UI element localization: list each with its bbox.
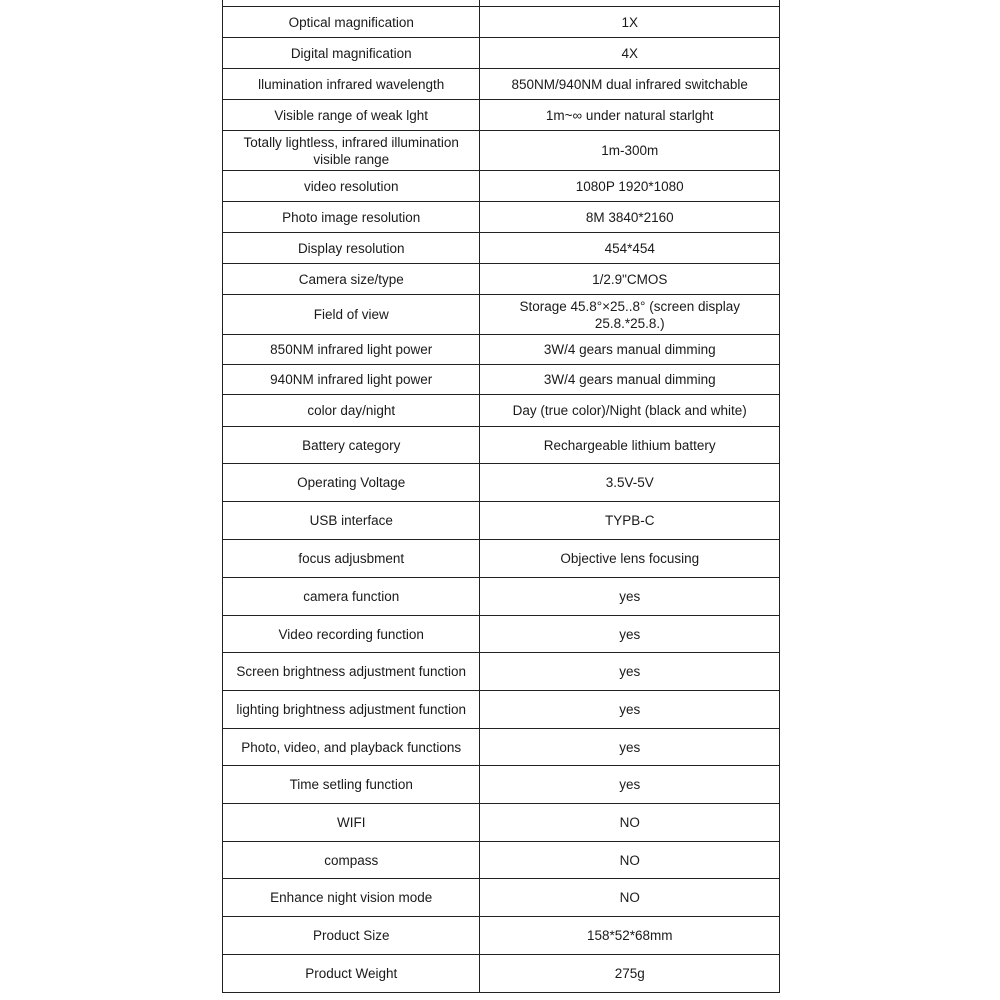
table-row (223, 917, 780, 955)
table-row (223, 233, 780, 264)
spec-table (222, 0, 780, 993)
value-cell: NO (480, 879, 780, 917)
table-row (223, 464, 780, 502)
value-cell: 1080P 1920*1080 (480, 171, 780, 202)
value-cell: NO (480, 804, 780, 842)
param-cell: Screen brightness adjustment function (223, 653, 480, 691)
param-cell: Enhance night vision mode (223, 879, 480, 917)
table-row (223, 69, 780, 100)
value-cell: 1/2.9"CMOS (480, 264, 780, 295)
value-cell: 275g (480, 955, 780, 993)
value-cell: 850NM/940NM dual infrared switchable (480, 69, 780, 100)
value-cell: 158*52*68mm (480, 917, 780, 955)
param-cell: Operating Voltage (223, 464, 480, 502)
table-row (223, 395, 780, 427)
param-cell: Totally lightless, infrared illumination visible range (223, 131, 480, 171)
param-cell: WIFI (223, 804, 480, 842)
table-row (223, 7, 780, 38)
value-cell: 4X (480, 38, 780, 69)
value-cell: 454*454 (480, 233, 780, 264)
param-cell: color day/night (223, 395, 480, 427)
table-row (223, 616, 780, 653)
param-cell: Battery category (223, 427, 480, 464)
value-cell: yes (480, 616, 780, 653)
value-cell: yes (480, 691, 780, 729)
table-row (223, 842, 780, 879)
value-cell: 1X (480, 7, 780, 38)
param-cell: Visible range of weak lght (223, 100, 480, 131)
value-cell: 3.5V-5V (480, 464, 780, 502)
value-cell: Rechargeable lithium battery (480, 427, 780, 464)
table-row (223, 540, 780, 578)
value-cell: Storage 45.8°×25..8° (screen display 25.8.*25.8.) (480, 295, 780, 335)
param-cell: Digital magnification (223, 38, 480, 69)
table-row (223, 955, 780, 993)
table-row (223, 131, 780, 171)
param-cell: llumination infrared wavelength (223, 69, 480, 100)
table-row (223, 691, 780, 729)
table-row (223, 578, 780, 616)
value-cell: 1m~∞ under natural starlght (480, 100, 780, 131)
value-cell: Day (true color)/Night (black and white) (480, 395, 780, 427)
table-row (223, 766, 780, 804)
table-row (223, 264, 780, 295)
param-cell: Product Weight (223, 955, 480, 993)
value-cell: Objective lens focusing (480, 540, 780, 578)
table-row (223, 100, 780, 131)
table-row (223, 729, 780, 766)
param-cell: Field of view (223, 295, 480, 335)
table-row (223, 295, 780, 335)
table-row (223, 653, 780, 691)
table-row (223, 502, 780, 540)
table-row (223, 38, 780, 69)
param-cell: Camera size/type (223, 264, 480, 295)
param-cell: video resolution (223, 171, 480, 202)
param-cell: Video recording function (223, 616, 480, 653)
param-cell: Photo, video, and playback functions (223, 729, 480, 766)
table-row (223, 804, 780, 842)
value-cell: TYPB-C (480, 502, 780, 540)
value-cell: 8M 3840*2160 (480, 202, 780, 233)
param-cell: camera function (223, 578, 480, 616)
param-cell: Display resolution (223, 233, 480, 264)
param-cell: Time setling function (223, 766, 480, 804)
value-cell: yes (480, 766, 780, 804)
table-row (223, 171, 780, 202)
param-cell: lighting brightness adjustment function (223, 691, 480, 729)
param-cell: Product Size (223, 917, 480, 955)
value-cell: yes (480, 729, 780, 766)
table-row (223, 365, 780, 395)
value-cell: 3W/4 gears manual dimming (480, 335, 780, 365)
value-cell: 1m-300m (480, 131, 780, 171)
param-cell: Optical magnification (223, 7, 480, 38)
value-cell: yes (480, 578, 780, 616)
table-row (223, 202, 780, 233)
param-cell: 940NM infrared light power (223, 365, 480, 395)
param-cell: Photo image resolution (223, 202, 480, 233)
param-cell: USB interface (223, 502, 480, 540)
param-cell: compass (223, 842, 480, 879)
value-cell: 3W/4 gears manual dimming (480, 365, 780, 395)
table-row (223, 879, 780, 917)
table-row (223, 427, 780, 464)
value-cell: yes (480, 653, 780, 691)
table-row (223, 335, 780, 365)
param-cell: focus adjusbment (223, 540, 480, 578)
value-cell: NO (480, 842, 780, 879)
param-cell: 850NM infrared light power (223, 335, 480, 365)
